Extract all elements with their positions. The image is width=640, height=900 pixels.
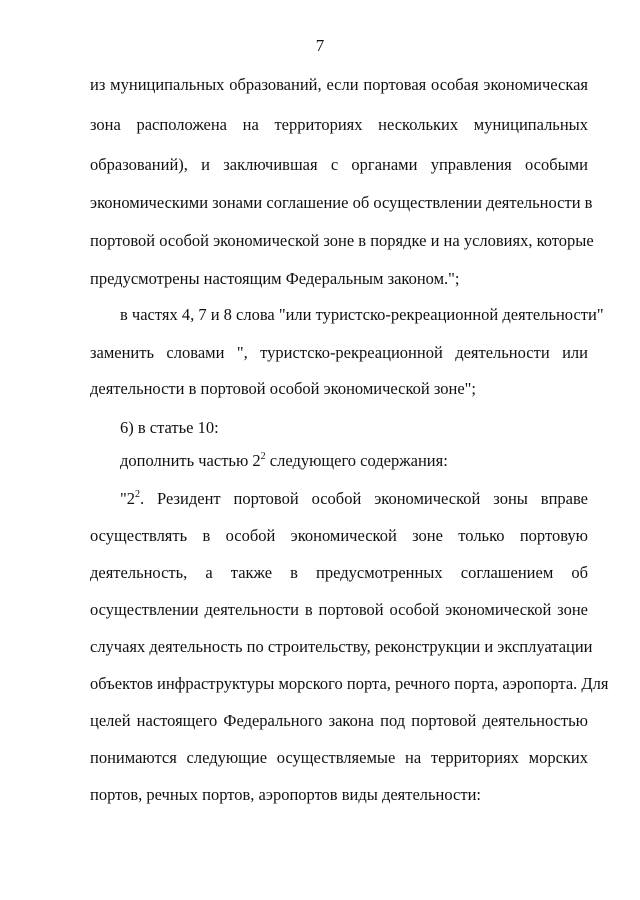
page-number: 7 [315, 36, 325, 55]
superscript: 2 [260, 451, 266, 462]
text-line: деятельность, а также в предусмотренных соглашением об [90, 563, 588, 582]
text-line: портовой особой экономической зоне в порядке и на условиях, которые [90, 231, 594, 250]
text-line: предусмотрены настоящим Федеральным законом."; [90, 269, 460, 288]
text-line: 6) в статье 10: [120, 418, 219, 437]
text-line: экономическими зонами соглашение об осуществлении деятельности в [90, 193, 593, 212]
text-line: деятельности в портовой особой экономической зоне"; [90, 379, 477, 398]
text-line: портов, речных портов, аэропортов виды деятельности: [90, 785, 481, 804]
text-line: осуществлении деятельности в портовой особой экономической зоне [90, 600, 588, 619]
text-fragment: следующего содержания: [265, 451, 448, 470]
text-line: заменить словами ", туристско-рекреационной деятельности или [90, 343, 588, 362]
text-line: объектов инфраструктуры морского порта, речного порта, аэропорта. Для [90, 674, 609, 693]
text-line [120, 451, 588, 471]
text-line: образований), и заключившая с органами управления особыми [90, 155, 588, 174]
text-line: целей настоящего Федерального закона под портовой деятельностью [90, 711, 588, 730]
text-line: понимаются следующие осуществляемые на территориях морских [90, 748, 588, 767]
text-fragment: "2 [120, 489, 135, 508]
text-line: зона расположена на территориях нескольких муниципальных [90, 115, 588, 134]
text-line: из муниципальных образований, если портовая особая экономическая [90, 75, 588, 94]
text-line [120, 489, 588, 509]
text-fragment: . Резидент портовой особой экономической зоны вправе [140, 489, 588, 508]
text-line: случаях деятельность по строительству, реконструкции и эксплуатации [90, 637, 593, 656]
superscript: 2 [135, 489, 140, 500]
text-line: осуществлять в особой экономической зоне только портовую [90, 526, 588, 545]
text-fragment: дополнить частью 2 [120, 451, 261, 470]
text-line: в частях 4, 7 и 8 слова "или туристско-рекреационной деятельности" [120, 305, 604, 324]
